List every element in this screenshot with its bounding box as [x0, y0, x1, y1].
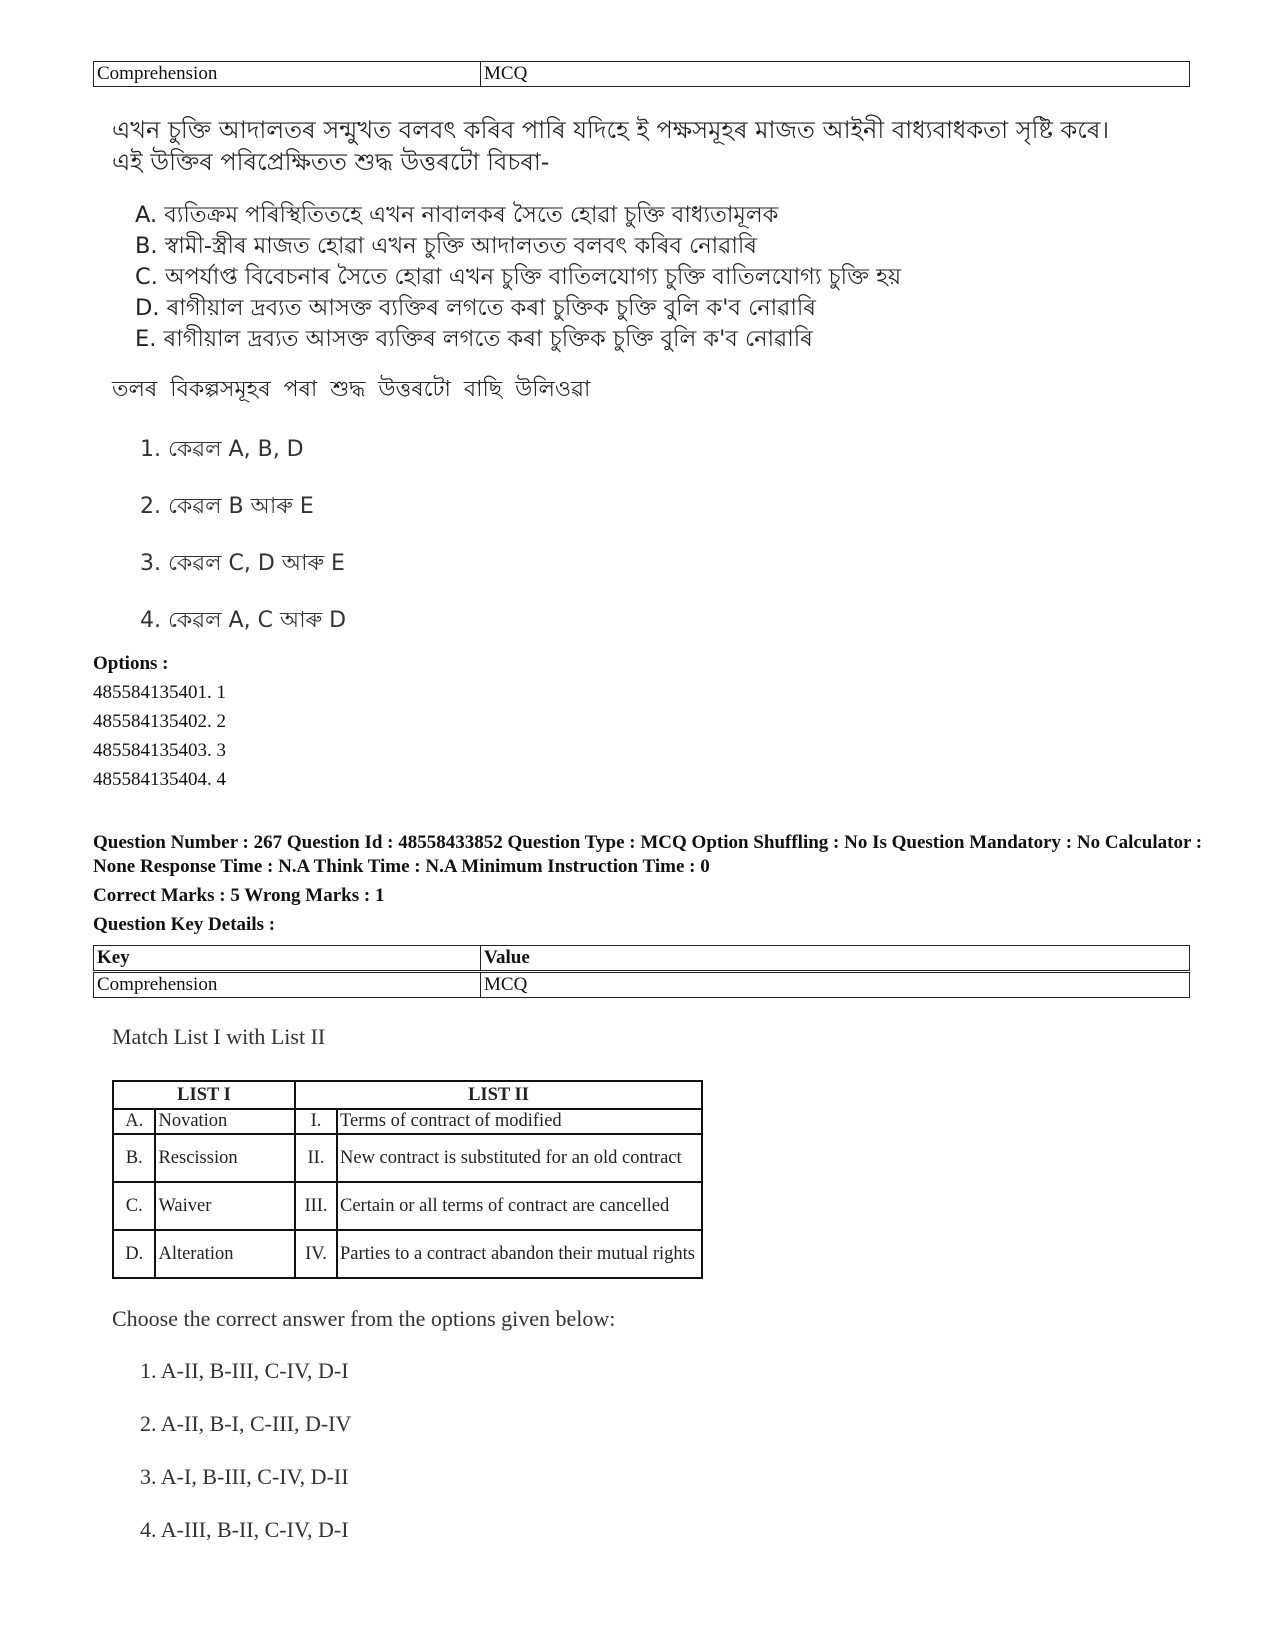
match-choice-2: 2. A-II, B-I, C-III, D-IV	[140, 1411, 352, 1436]
option-item: 485584135403. 3	[93, 740, 226, 761]
choose-instruction: তলৰ বিকল্পসমূহৰ পৰা শুদ্ধ উত্তৰটো বাছি উলিওৱা	[112, 377, 591, 402]
choice-1: 1. কেৱল A, B, D	[140, 437, 304, 462]
list-i-text: Waiver	[155, 1182, 295, 1230]
statement-d: D. ৰাগীয়াল দ্ৰব্যত আসক্ত ব্যক্তিৰ লগতে কৰা চুক্তিক চুক্তি বুলি ক'ব নোৱাৰি	[135, 295, 816, 321]
list-ii-number: I.	[295, 1109, 337, 1134]
key-value-table	[93, 945, 1190, 971]
options-label: Options :	[93, 653, 169, 674]
option-item: 485584135401. 1	[93, 682, 226, 703]
list-i-header: LIST I	[113, 1081, 295, 1109]
list-i-text: Alteration	[155, 1230, 295, 1278]
key-details-label: Question Key Details :	[93, 914, 276, 935]
statement-list	[135, 200, 901, 355]
key-header: Key	[94, 946, 481, 971]
key-value-table-body	[93, 972, 1190, 998]
option-item: 485584135404. 4	[93, 769, 226, 790]
marks-line: Correct Marks : 5 Wrong Marks : 1	[93, 885, 385, 906]
statement-a: A. ব্যতিক্ৰম পৰিস্থিতিতহে এখন নাবালকৰ সৈতে হোৱা চুক্তি বাধ্যতামূলক	[135, 202, 779, 228]
list-i-text: Rescission	[155, 1134, 295, 1182]
list-ii-text: Parties to a contract abandon their mutual rights	[337, 1230, 702, 1278]
list-ii-number: IV.	[295, 1230, 337, 1278]
choose-instruction-2: Choose the correct answer from the options given below:	[112, 1306, 616, 1331]
list-i-letter: D.	[113, 1230, 155, 1278]
match-choice-1: 1. A-II, B-III, C-IV, D-I	[140, 1358, 349, 1383]
statement-b: B. স্বামী-স্ত্ৰীৰ মাজত হোৱা এখন চুক্তি আদালতত বলবৎ কৰিব নোৱাৰি	[135, 233, 757, 259]
table-header-row	[94, 946, 1190, 971]
choice-2: 2. কেৱল B আৰু E	[140, 494, 314, 519]
question-text	[112, 114, 1109, 178]
list-ii-header: LIST II	[295, 1081, 702, 1109]
question-line: এই উক্তিৰ পৰিপ্ৰেক্ষিতত শুদ্ধ উত্তৰটো বিচৰা-	[112, 148, 550, 176]
list-i-letter: C.	[113, 1182, 155, 1230]
table-row	[94, 62, 1190, 87]
match-choice-4: 4. A-III, B-II, C-IV, D-I	[140, 1517, 349, 1542]
statement-e: E. ৰাগীয়াল দ্ৰব্যত আসক্ত ব্যক্তিৰ লগতে কৰা চুক্তিক চুক্তি বুলি ক'ব নোৱাৰি	[135, 326, 813, 352]
question-meta: Question Number : 267 Question Id : 48558433852 Question Type : MCQ Option Shuffling : No Is Question Mandatory : No Calculator : None Response Time : N.A Think Time : N.A Minimum Instruction Time : 0	[93, 832, 1203, 877]
value-cell: MCQ	[481, 973, 1190, 998]
list-ii-text: Terms of contract of modified	[337, 1109, 702, 1134]
option-item: 485584135402. 2	[93, 711, 226, 732]
list-ii-text: New contract is substituted for an old contract	[337, 1134, 702, 1182]
table-row	[113, 1182, 702, 1230]
list-i-text: Novation	[155, 1109, 295, 1134]
list-ii-text: Certain or all terms of contract are cancelled	[337, 1182, 702, 1230]
match-heading: Match List I with List II	[112, 1024, 326, 1049]
question-line: এখন চুক্তি আদালতৰ সন্মুখত বলবৎ কৰিব পাৰি যদিহে ই পক্ষসমূহৰ মাজত আইনী বাধ্যবাধকতা সৃষ্টি কৰে।	[112, 116, 1110, 144]
key-cell: Comprehension	[94, 973, 481, 998]
list-ii-number: III.	[295, 1182, 337, 1230]
list-i-letter: A.	[113, 1109, 155, 1134]
key-cell: Comprehension	[94, 62, 481, 87]
value-header: Value	[481, 946, 1190, 971]
table-row	[113, 1134, 702, 1182]
list-i-letter: B.	[113, 1134, 155, 1182]
statement-c: C. অপৰ্যাপ্ত বিবেচনাৰ সৈতে হোৱা এখন চুক্তি বাতিলযোগ্য চুক্তি বাতিলযোগ্য চুক্তি হয়	[135, 264, 902, 290]
key-value-table-top	[93, 61, 1190, 87]
table-row	[94, 973, 1190, 998]
match-table	[112, 1080, 703, 1279]
match-header-row	[113, 1081, 702, 1109]
choice-3: 3. কেৱল C, D আৰু E	[140, 551, 345, 576]
table-row	[113, 1230, 702, 1278]
match-choice-3: 3. A-I, B-III, C-IV, D-II	[140, 1464, 349, 1489]
value-cell: MCQ	[481, 62, 1190, 87]
table-row	[113, 1109, 702, 1134]
choice-4: 4. কেৱল A, C আৰু D	[140, 608, 347, 633]
list-ii-number: II.	[295, 1134, 337, 1182]
